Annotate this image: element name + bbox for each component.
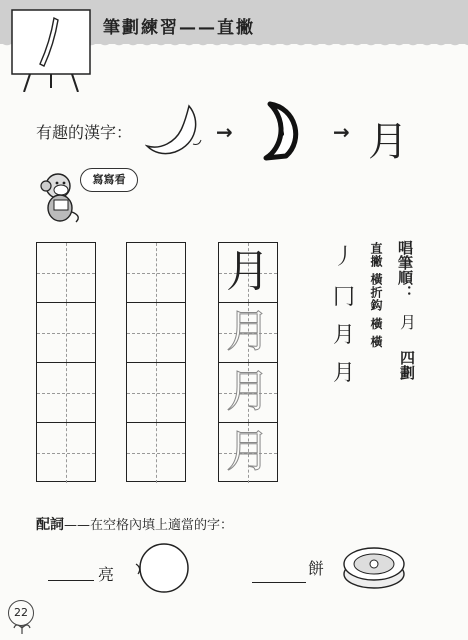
speech-bubble: 寫寫看 [80, 168, 138, 192]
exercise-label-bold: 配詞 [36, 517, 64, 533]
stroke-step-3: 月 [333, 323, 356, 348]
stroke-order-label: 唱筆順： [396, 240, 414, 300]
trace-character: 月 [226, 306, 270, 357]
blank-input-1[interactable] [48, 562, 94, 581]
crescent-moon-icon [145, 102, 205, 158]
stroke-order-character: 月 [399, 313, 416, 332]
stroke-count: 四劃 [398, 350, 416, 380]
practice-cell[interactable] [127, 243, 185, 303]
practice-cell[interactable] [127, 303, 185, 363]
trace-character: 月 [226, 366, 270, 417]
exercise-instruction [36, 514, 233, 534]
arrow-1: → [216, 120, 233, 144]
mooncake-icon [340, 540, 408, 592]
word-char-1: 亮 [98, 565, 115, 584]
word-char-2: 餅 [308, 559, 325, 578]
practice-cell[interactable] [37, 243, 95, 303]
monkey-mascot-icon [36, 168, 84, 224]
stroke-step-2: 冂 [333, 285, 356, 310]
model-character: 月 [226, 246, 270, 297]
trace-character: 月 [226, 426, 270, 477]
stroke-step-4: 月 [333, 361, 356, 386]
exercise-label-rest: ——在空格內填上適當的字： [64, 518, 234, 533]
full-moon-icon [130, 540, 192, 596]
practice-cell[interactable] [127, 363, 185, 423]
practice-column-3 [218, 242, 278, 482]
practice-cell[interactable] [37, 363, 95, 423]
easel-board-icon [10, 8, 92, 92]
page-title: 筆劃練習——直撇 [103, 18, 255, 38]
arrow-2: → [333, 120, 350, 144]
practice-cell[interactable] [37, 303, 95, 363]
intro-label: 有趣的漢字： [36, 123, 133, 142]
blank-input-2[interactable] [252, 564, 306, 583]
trace-cell[interactable] [219, 363, 277, 423]
practice-column-2 [126, 242, 186, 482]
ancient-moon-glyph-icon [260, 100, 308, 162]
final-character: 月 [368, 119, 408, 165]
model-cell [219, 243, 277, 303]
sprout-icon [12, 622, 32, 634]
practice-cell[interactable] [37, 423, 95, 483]
page-number: 22 [8, 600, 34, 626]
stroke-step-1: 丿 [333, 245, 356, 270]
trace-cell[interactable] [219, 303, 277, 363]
stroke-names: 直撇 橫折鈎 橫 橫 [369, 242, 383, 349]
trace-cell[interactable] [219, 423, 277, 483]
practice-column-1 [36, 242, 96, 482]
practice-cell[interactable] [127, 423, 185, 483]
